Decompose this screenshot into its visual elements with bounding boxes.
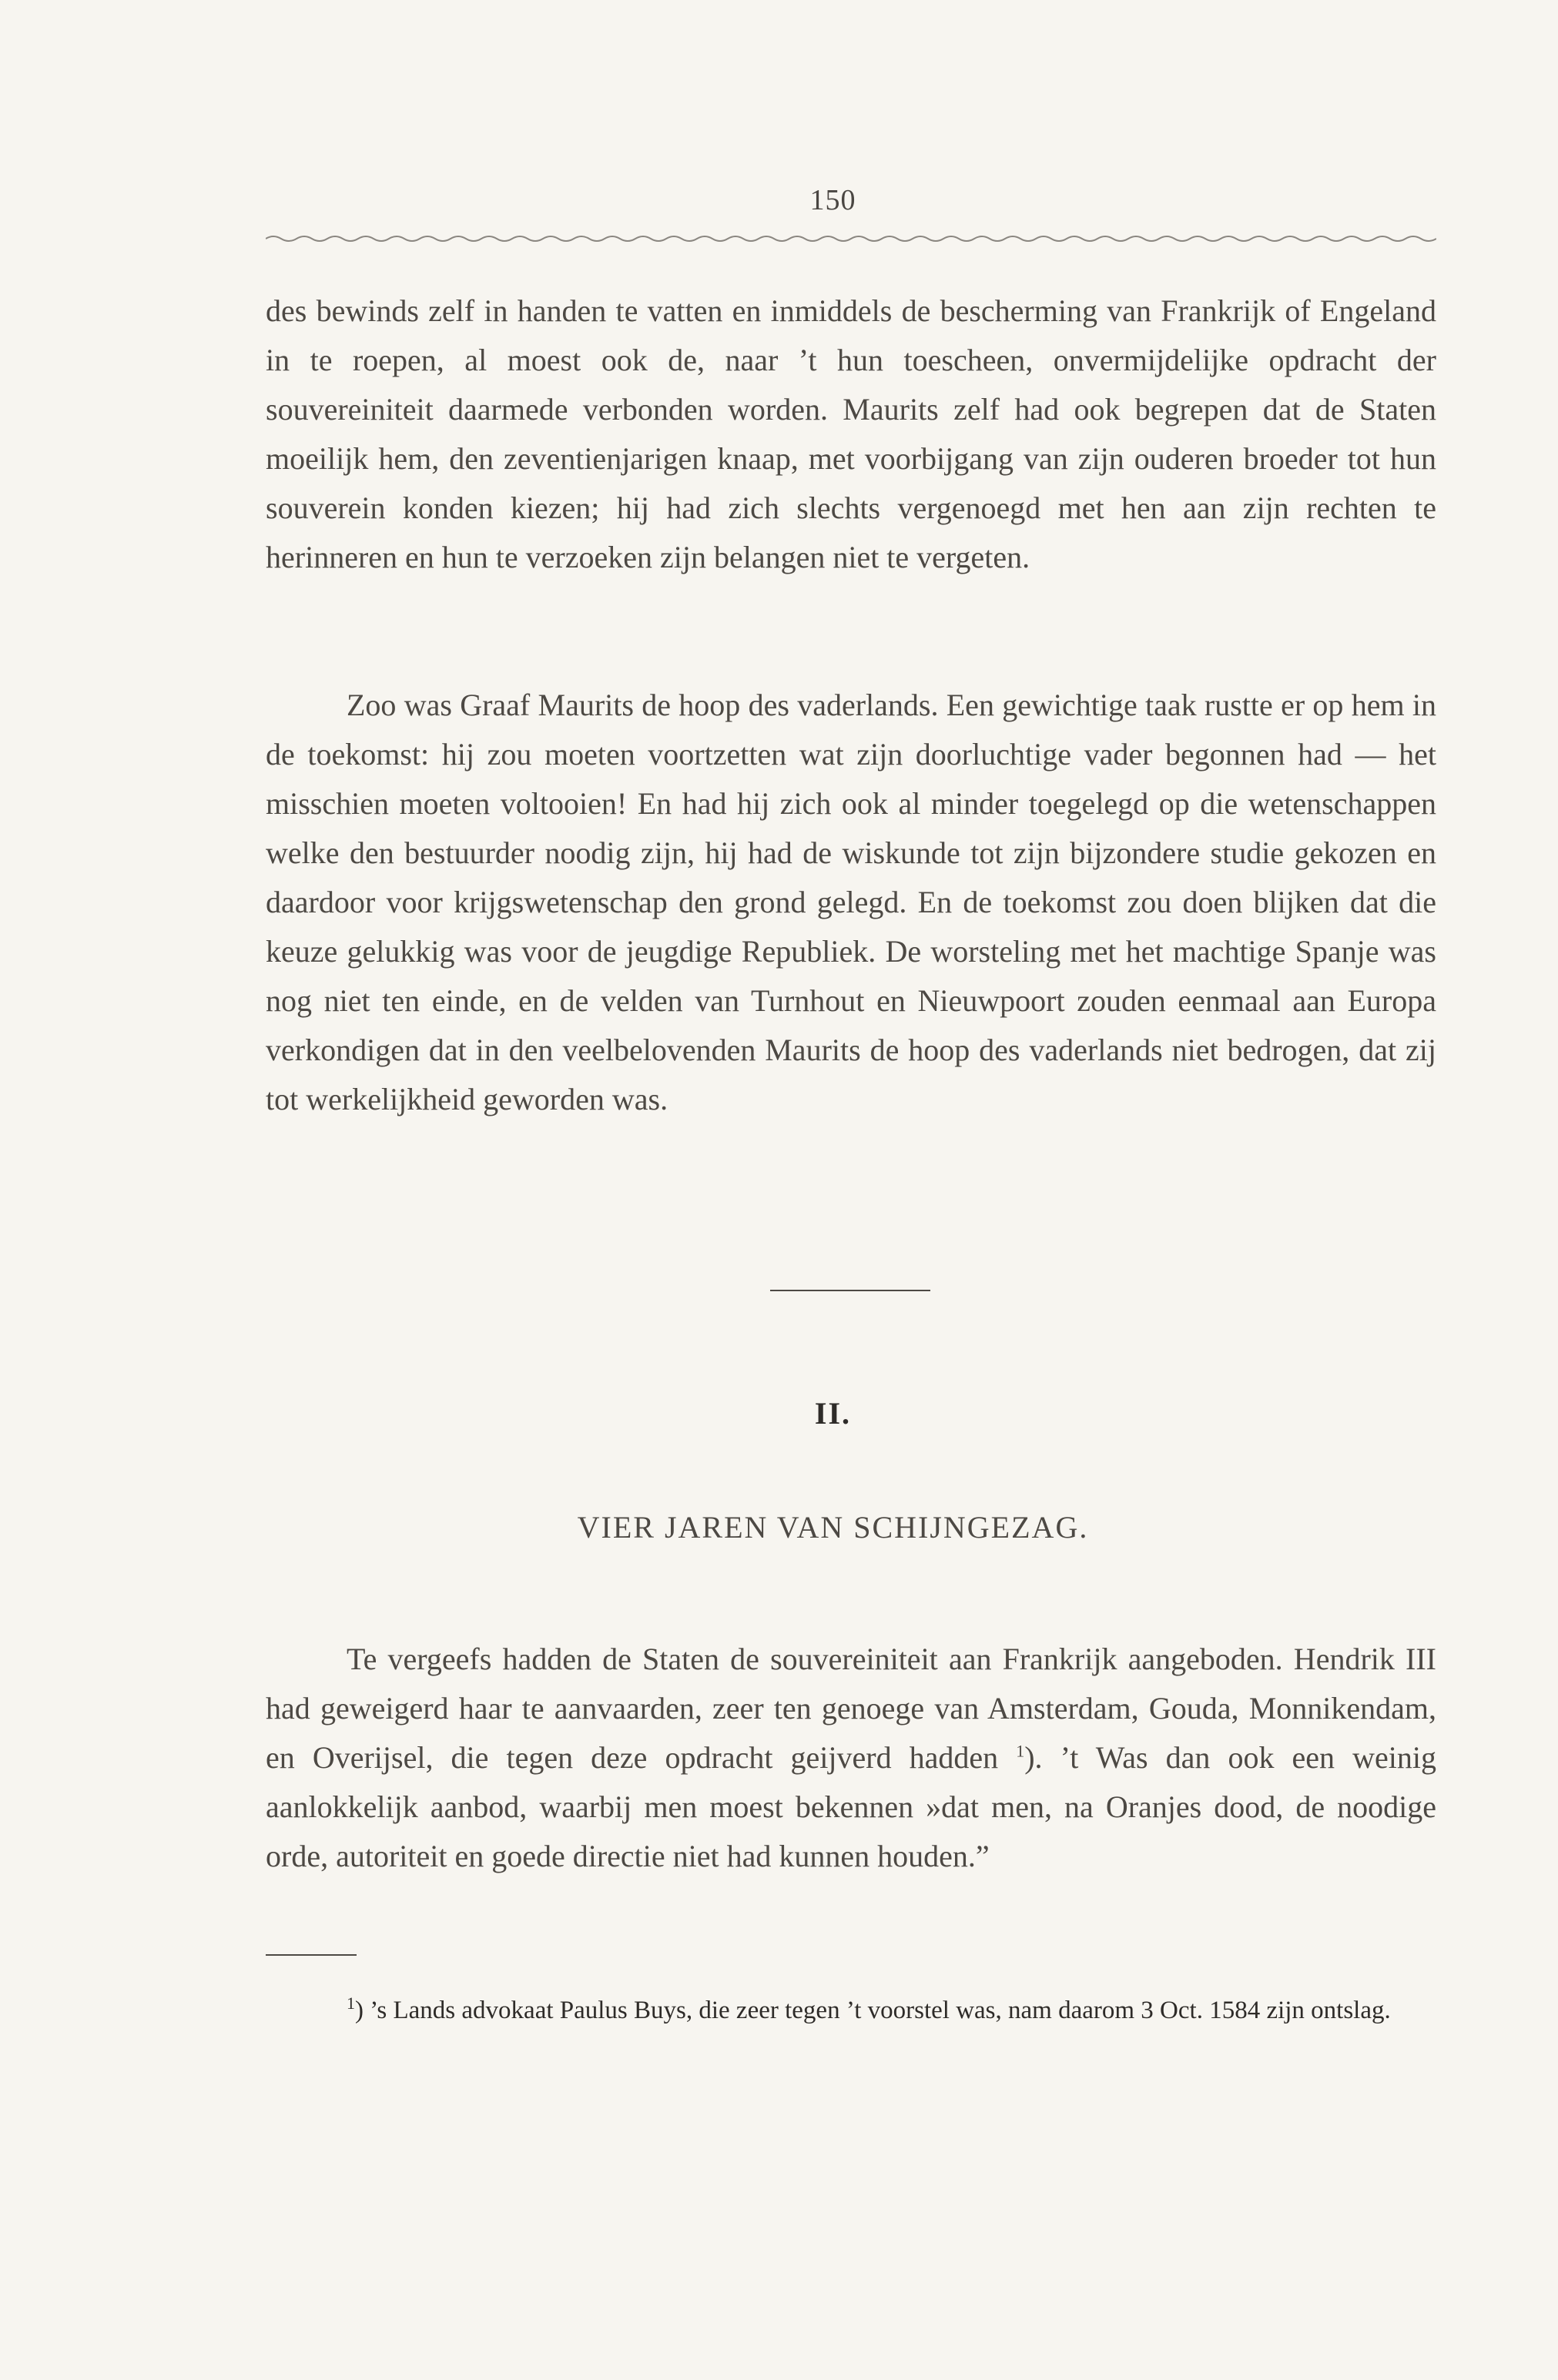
paragraph-text-end: ). ’t Was dan ook een weinig aanlokkelijk aanbod, waarbij men moest bekennen »dat men, na Oranjes dood, de noodige orde, autoriteit en goede directie niet had kunnen houden.” [266, 1740, 1436, 1873]
footnote-marker: 1 [347, 1993, 355, 2013]
paragraph-text: des bewinds zelf in handen te vatten en inmiddels de bescherming van Frankrijk of Engeland in te roepen, al moest ook de, naar ’t hun toescheen, onvermijdelijke opdracht der souvereiniteit daarmede verbonden worden. Maurits zelf had ook begrepen dat de Staten moeilijk hem, den zeventienjarigen knaap, met voorbijgang van zijn ouderen broeder tot hun souverein konden kiezen; hij had zich slechts vergenoegd met hen aan zijn rechten te herinneren en hun te verzoeken zijn belangen niet te vergeten. [266, 293, 1436, 574]
section-paragraph [266, 1635, 1436, 1881]
section-numeral: II. [814, 1396, 852, 1431]
section-title: VIER JAREN VAN SCHIJNGEZAG. [577, 1510, 1089, 1545]
footnote [266, 1993, 1436, 2028]
wavy-header-rule [266, 231, 1436, 246]
footnote-reference: 1 [1016, 1741, 1025, 1761]
footnote-separator-rule [266, 1954, 357, 1956]
footnote-paragraph [266, 1993, 1436, 2028]
footnote-text: ) ’s Lands advokaat Paulus Buys, die zeer tegen ’t voorstel was, nam daarom 3 Oct. 1584 zijn ontslag. [355, 1997, 1391, 2024]
paragraph-text: Zoo was Graaf Maurits de hoop des vaderlands. Een gewichtige taak rustte er op hem in de toekomst: hij zou moeten voortzetten wat zijn doorluchtige vader begonnen had — het misschien moeten voltooien! En had hij zich ook al minder toegelegd op die wetenschappen welke den bestuurder noodig zijn, hij had de wiskunde tot zijn bijzondere studie gekozen en daardoor voor krijgswetenschap den grond gelegd. En de toekomst zou doen blijken dat die keuze gelukkig was voor de jeugdige Republiek. De worsteling met het machtige Spanje was nog niet ten einde, en de velden van Turnhout en Nieuwpoort zouden eenmaal aan Europa verkondigen dat in den veelbelovenden Maurits de hoop des vaderlands niet bedrogen, dat zij tot werkelijkheid geworden was. [266, 688, 1436, 1116]
body-paragraph-continuation [266, 286, 1436, 582]
paragraph-text-start: Te vergeefs hadden de Staten de souvereiniteit aan Frankrijk aangeboden. Hendrik III had geweigerd haar te aanvaarden, zeer ten genoege van Amsterdam, Gouda, Monnikendam, en Overijsel, die tegen deze opdracht geijverd hadden [266, 1642, 1436, 1775]
page-number: 150 [809, 184, 856, 216]
section-divider-rule [770, 1290, 930, 1291]
paragraph-text [266, 1635, 1436, 1881]
body-paragraph-zoo [266, 681, 1436, 1124]
